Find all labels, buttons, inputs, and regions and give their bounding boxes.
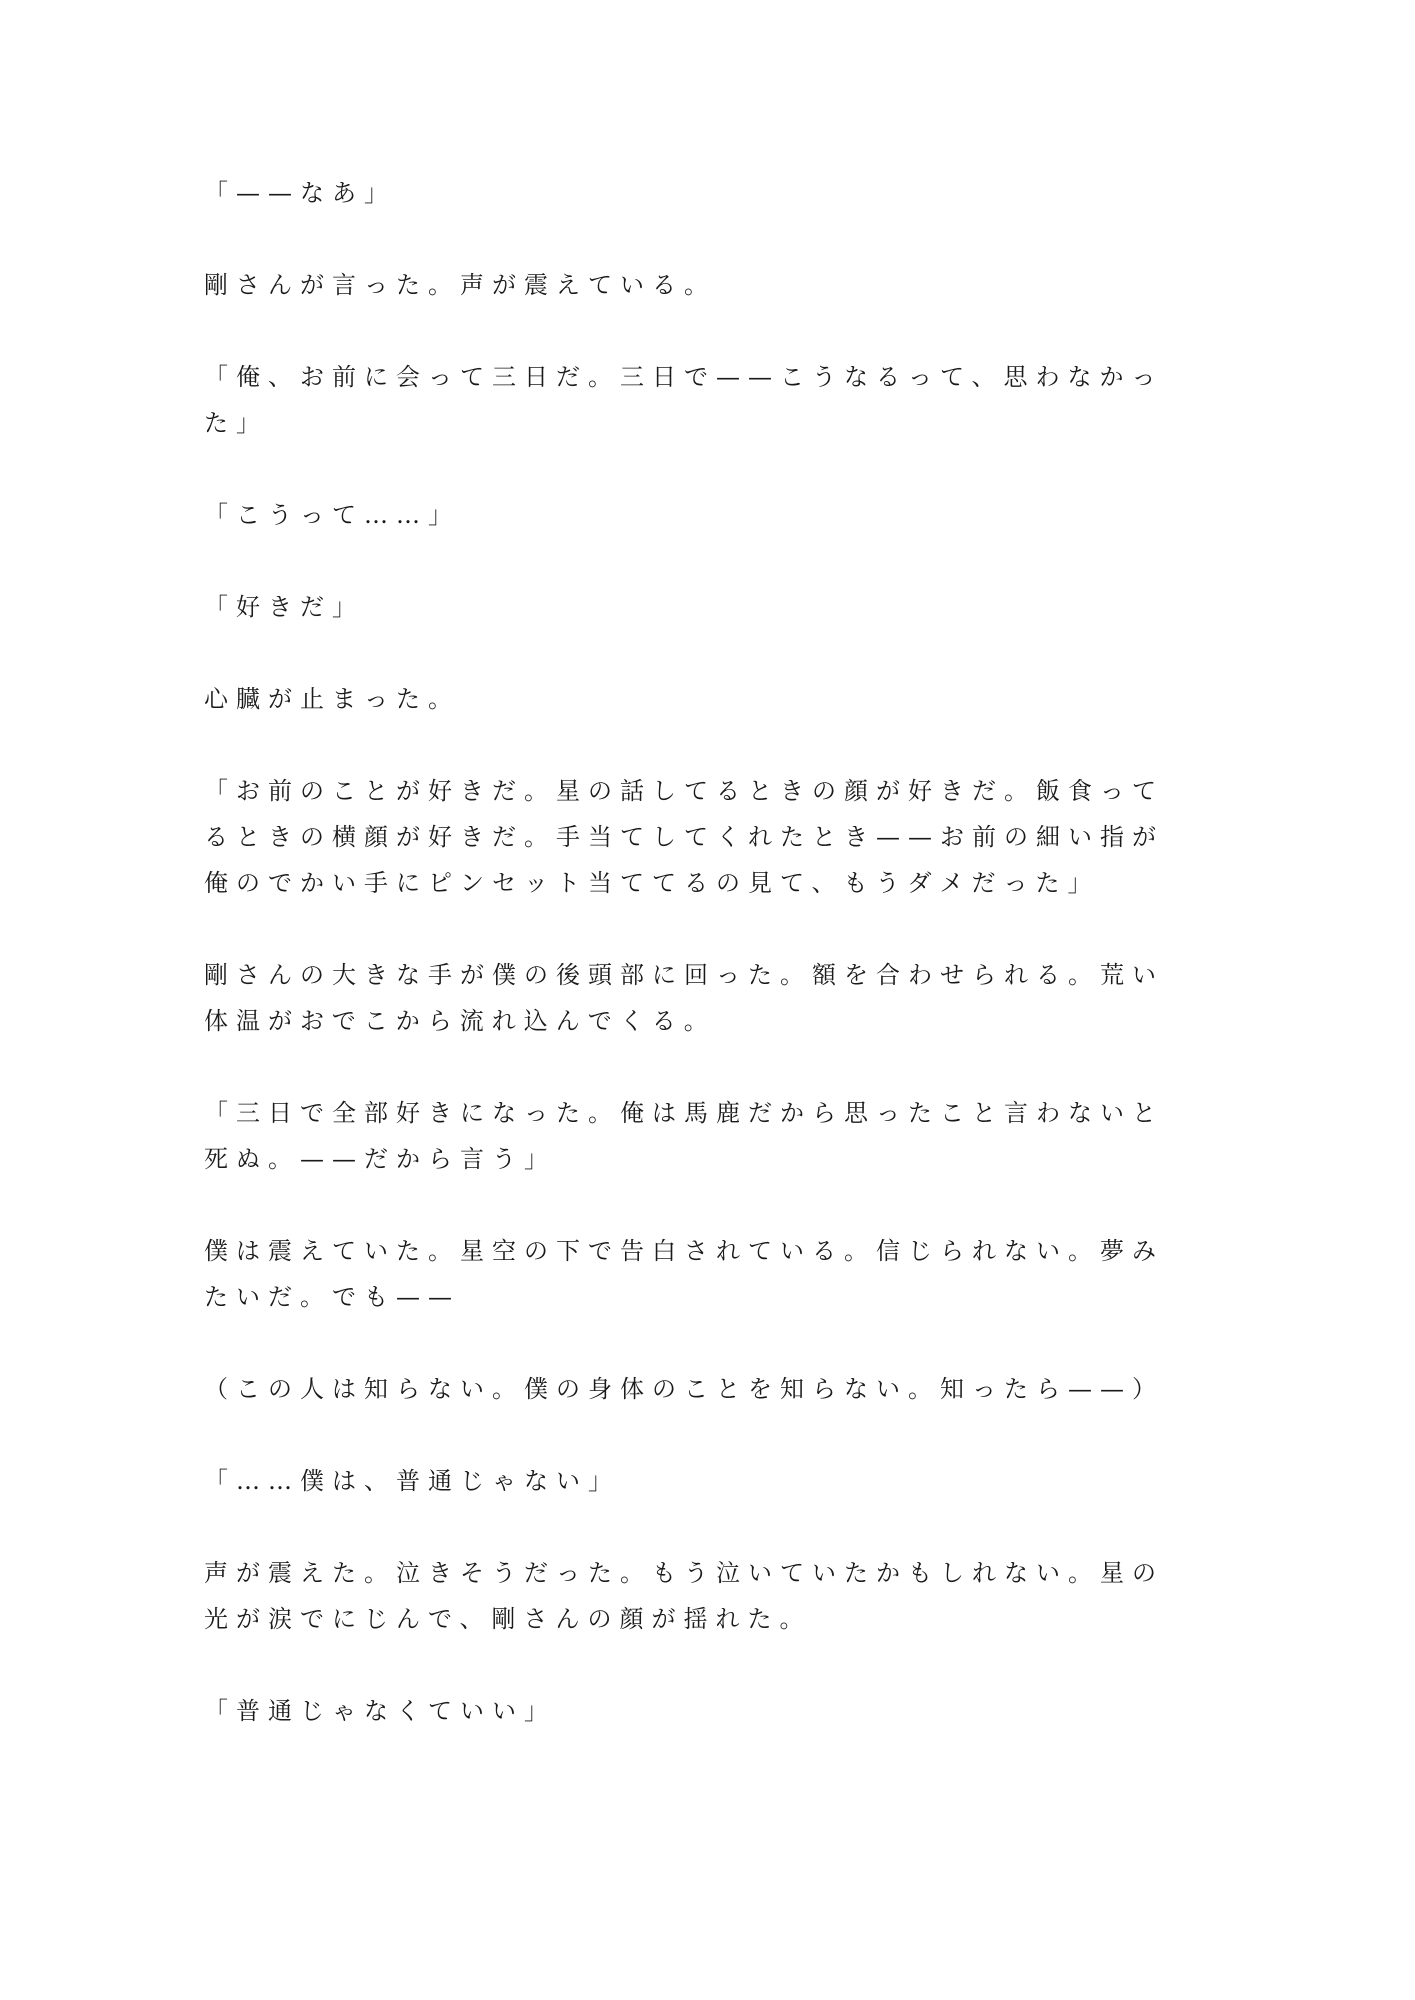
text-line: 僕は震えていた。星空の下で告白されている。信じられない。夢み: [204, 1237, 1164, 1265]
text-line: 剛さんの大きな手が僕の後頭部に回った。額を合わせられる。荒い: [204, 961, 1164, 989]
paragraph: [204, 952, 1204, 1044]
text-line: たいだ。でも——: [204, 1283, 460, 1311]
paragraph: [204, 354, 1204, 446]
text-line: 「俺、お前に会って三日だ。三日で——こうなるって、思わなかっ: [204, 363, 1164, 391]
text-line: 俺のでかい手にピンセット当ててるの見て、もうダメだった」: [204, 869, 1100, 897]
text-line: （この人は知らない。僕の身体のことを知らない。知ったら——）: [204, 1375, 1164, 1403]
text-line: 「——なあ」: [204, 179, 396, 207]
paragraph: [204, 262, 1204, 308]
paragraph: [204, 768, 1204, 906]
paragraph: [204, 1090, 1204, 1182]
text-line: 「好きだ」: [204, 593, 364, 621]
text-line: 「三日で全部好きになった。俺は馬鹿だから思ったこと言わないと: [204, 1099, 1164, 1127]
text-line: 声が震えた。泣きそうだった。もう泣いていたかもしれない。星の: [204, 1559, 1164, 1587]
paragraph: [204, 584, 1204, 630]
text-line: 心臓が止まった。: [204, 685, 460, 713]
text-line: 「……僕は、普通じゃない」: [204, 1467, 620, 1495]
document-page: [204, 170, 1204, 1780]
paragraph: [204, 1366, 1204, 1412]
text-line: 剛さんが言った。声が震えている。: [204, 271, 716, 299]
text-line: 光が涙でにじんで、剛さんの顔が揺れた。: [204, 1605, 812, 1633]
text-line: 体温がおでこから流れ込んでくる。: [204, 1007, 716, 1035]
paragraph: [204, 1228, 1204, 1320]
paragraph: [204, 170, 1204, 216]
text-line: 「お前のことが好きだ。星の話してるときの顔が好きだ。飯食って: [204, 777, 1164, 805]
paragraph: [204, 1458, 1204, 1504]
paragraph: [204, 1550, 1204, 1642]
text-line: るときの横顔が好きだ。手当てしてくれたとき——お前の細い指が: [204, 823, 1164, 851]
text-line: 「こうって……」: [204, 501, 460, 529]
paragraph: [204, 492, 1204, 538]
text-line: た」: [204, 409, 268, 437]
paragraph: [204, 1688, 1204, 1734]
text-line: 「普通じゃなくていい」: [204, 1697, 556, 1725]
paragraph: [204, 676, 1204, 722]
text-line: 死ぬ。——だから言う」: [204, 1145, 556, 1173]
